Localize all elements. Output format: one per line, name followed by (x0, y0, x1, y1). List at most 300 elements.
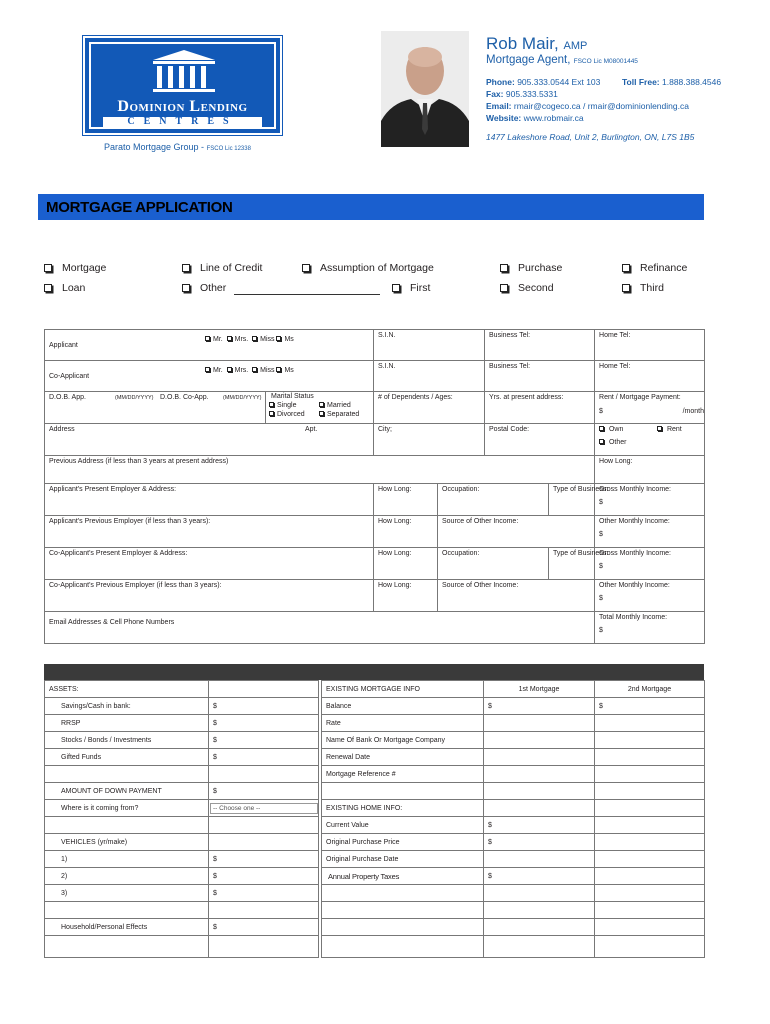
dependents-label: # of Dependents / Ages: (378, 394, 453, 401)
miss-label: Miss (260, 336, 275, 343)
dob-app-label: D.O.B. App. (49, 394, 86, 401)
dob-format-coapp: (MM/DD/YYYY) (223, 395, 262, 401)
empty-cell (484, 885, 595, 902)
agent-photo (381, 31, 469, 147)
fax-value: 905.333.5331 (505, 89, 558, 99)
empty-cell (484, 902, 595, 919)
yrs-address-label: Yrs. at present address: (489, 394, 564, 401)
page-title: MORTGAGE APPLICATION (46, 199, 233, 216)
orig-price-label-cell (322, 834, 484, 851)
single-label: Single (277, 402, 297, 409)
dollar-sign: $ (213, 787, 217, 795)
dollar-sign: $ (213, 889, 217, 897)
app-prev-employer-cell[interactable] (45, 516, 374, 548)
tollfree-label: Toll Free: (622, 77, 660, 87)
option-label: Second (518, 282, 554, 294)
agent-title (486, 54, 638, 66)
rrsp-row (45, 715, 705, 732)
balance-second-cell[interactable] (595, 698, 705, 715)
orig-price-cell[interactable] (484, 834, 595, 851)
dob-cell[interactable] (45, 392, 374, 424)
agent-credential: AMP (563, 40, 588, 52)
app-prev-employer-label: Applicant's Previous Employer (if less than 3 years): (49, 518, 211, 525)
coapplicant-label: Co-Applicant (49, 372, 90, 380)
existing-mortgage-label-cell (322, 681, 484, 698)
dollar-sign: $ (599, 408, 603, 415)
marital-status-label: Marital Status (271, 393, 314, 400)
empty-cell (595, 834, 705, 851)
current-value-label: Current Value (326, 821, 369, 829)
email-cell-row (45, 612, 705, 644)
taxes-label-cell (322, 868, 484, 885)
dollar-sign: $ (213, 855, 217, 863)
reference-label: Mortgage Reference # (326, 770, 396, 778)
orig-date-cell[interactable] (484, 851, 595, 868)
rate-label: Rate (326, 719, 341, 727)
co-business-type-cell[interactable] (549, 548, 609, 580)
agent-name (486, 34, 587, 54)
bank-name-label: Name Of Bank Or Mortgage Company (326, 736, 446, 744)
co-prev-employer-cell[interactable] (45, 580, 374, 612)
other-source-label: Source of Other Income: (442, 518, 519, 525)
co-gross-income-cell[interactable] (595, 548, 705, 580)
option-label: Loan (62, 282, 86, 294)
blank-row-3 (45, 936, 705, 958)
rrsp-value-cell[interactable] (209, 715, 319, 732)
vehicle-3-label: 3) (61, 889, 68, 897)
applicant-home-tel-cell[interactable] (595, 330, 705, 361)
rent-option[interactable] (657, 426, 682, 433)
option-label: Mortgage (62, 262, 107, 274)
agent-name-text: Rob Mair, (486, 34, 559, 53)
savings-value-cell[interactable] (209, 698, 319, 715)
vehicle-1-label: 1) (61, 855, 68, 863)
co-other-source-cell[interactable] (438, 580, 595, 612)
own-option[interactable] (599, 426, 623, 433)
business-tel-label: Business Tel: (489, 332, 531, 339)
rent-payment-label: Rent / Mortgage Payment: (599, 394, 681, 401)
how-long-label: How Long: (378, 582, 412, 589)
assets-value-cell[interactable] (209, 681, 319, 698)
fax-label: Fax: (486, 89, 504, 99)
rrsp-label-cell (45, 715, 209, 732)
option-label: Refinance (640, 262, 688, 274)
how-long-label: How Long: (378, 518, 412, 525)
down-payment-label-cell (45, 783, 209, 800)
vehicle-2-value-cell[interactable] (209, 868, 319, 885)
vehicle-1-row (45, 851, 705, 868)
empty-cell (484, 936, 595, 958)
stocks-value-cell[interactable] (209, 732, 319, 749)
checkbox[interactable] (392, 284, 400, 292)
where-from-label-cell (45, 800, 209, 817)
vehicle-3-row (45, 885, 705, 902)
vehicle-2-label-cell (45, 868, 209, 885)
co-employer-row (45, 548, 705, 580)
orig-price-label: Original Purchase Price (326, 838, 400, 846)
yrs-address-cell[interactable] (485, 392, 595, 424)
co-employer-label: Co-Applicant's Present Employer & Address: (49, 550, 188, 557)
dollar-sign: $ (488, 702, 492, 710)
marital-married[interactable] (319, 402, 351, 409)
dob-format: (MM/DD/YYYY) (115, 395, 154, 401)
coapplicant-business-tel-cell[interactable] (485, 361, 595, 392)
rrsp-label: RRSP (61, 719, 81, 727)
orig-date-label: Original Purchase Date (326, 855, 399, 863)
checkbox[interactable] (500, 264, 508, 272)
option-refinance[interactable] (622, 262, 687, 274)
stocks-row (45, 732, 705, 749)
gross-income-label: Gross Monthly Income: (599, 550, 671, 557)
stocks-label-cell (45, 732, 209, 749)
vehicles-row (45, 834, 705, 851)
rent-payment-cell[interactable] (595, 392, 705, 424)
married-label: Married (327, 402, 351, 409)
gifted-label-cell (45, 749, 209, 766)
dollar-sign: $ (213, 719, 217, 727)
renewal-second-cell[interactable] (595, 749, 705, 766)
empty-value-cell[interactable] (209, 817, 319, 834)
coapplicant-sin-cell[interactable] (374, 361, 485, 392)
option-assumption[interactable] (302, 262, 434, 274)
gifted-value-cell[interactable] (209, 749, 319, 766)
email-line (486, 101, 689, 111)
dollar-sign: $ (599, 499, 603, 506)
assets-label-cell (45, 681, 209, 698)
email-cell-label: Email Addresses & Cell Phone Numbers (49, 619, 175, 626)
business-tel-label: Business Tel: (489, 363, 531, 370)
other-text-line[interactable] (234, 294, 380, 295)
empty-cell (484, 783, 595, 800)
where-from-label: Where is it coming from? (61, 804, 139, 812)
ms-label: Ms (284, 336, 294, 343)
option-other[interactable] (182, 282, 226, 294)
applicant-cell[interactable] (45, 330, 374, 361)
blank-row (45, 766, 705, 783)
applicant-sin-cell[interactable] (374, 330, 485, 361)
building-icon (149, 48, 219, 94)
blank-cell (45, 766, 209, 783)
empty-value-cell[interactable] (209, 902, 319, 919)
empty-cell (322, 783, 484, 800)
business-type-label: Type of Business: (553, 486, 609, 493)
empty-cell (45, 817, 209, 834)
down-payment-label: AMOUNT OF DOWN PAYMENT (61, 787, 162, 795)
empty-cell (595, 783, 705, 800)
dollar-sign: $ (213, 872, 217, 880)
dollar-sign: $ (599, 531, 603, 538)
vehicle-2-row (45, 868, 705, 885)
website-line (486, 113, 584, 123)
prev-address-howlong-cell[interactable] (595, 456, 705, 484)
email-cell-cell[interactable] (45, 612, 595, 644)
app-employer-cell[interactable] (45, 484, 374, 516)
home-tel-label: Home Tel: (599, 332, 631, 339)
first-mortgage-cell (484, 681, 595, 698)
email-value[interactable]: rmair@cogeco.ca / rmair@dominionlending.ca (513, 101, 689, 111)
empty-cell (484, 800, 595, 817)
app-occupation-cell[interactable] (438, 484, 549, 516)
prev-address-label: Previous Address (if less than 3 years at present address) (49, 458, 229, 465)
empty-cell (595, 868, 705, 885)
reference-first-cell[interactable] (484, 766, 595, 783)
orig-date-label-cell (322, 851, 484, 868)
other-label: Other (608, 439, 627, 446)
logo-centres: CENTRES (127, 116, 238, 127)
email-label: Email: (486, 101, 512, 111)
co-occupation-cell[interactable] (438, 548, 549, 580)
mrs-label: Mrs. (234, 336, 249, 343)
bank-name-first-cell[interactable] (484, 732, 595, 749)
assets-label: ASSETS: (49, 685, 79, 693)
coapplicant-home-tel-cell[interactable] (595, 361, 705, 392)
month-label: /month (682, 408, 705, 415)
option-line-of-credit[interactable] (182, 262, 262, 274)
empty-cell (595, 919, 705, 936)
empty-cell (45, 936, 209, 958)
empty-cell (322, 936, 484, 958)
marital-single[interactable] (269, 402, 296, 409)
applicant-title-options[interactable] (205, 336, 294, 343)
address-row (45, 424, 705, 456)
co-prev-howlong-cell[interactable] (374, 580, 438, 612)
where-from-select-cell[interactable] (209, 800, 319, 817)
dob-coapp-label: D.O.B. Co-App. (160, 394, 209, 401)
occupation-label: Occupation: (442, 550, 480, 557)
current-value-row (45, 817, 705, 834)
empty-cell (45, 902, 209, 919)
coapplicant-cell[interactable] (45, 361, 374, 392)
rate-first-cell[interactable] (484, 715, 595, 732)
other-income-label: Other Monthly Income: (599, 582, 670, 589)
rate-label-cell (322, 715, 484, 732)
household-label: Household/Personal Effects (61, 923, 148, 931)
dependents-cell[interactable] (374, 392, 485, 424)
empty-cell (595, 851, 705, 868)
balance-label: Balance (326, 702, 352, 710)
current-value-label-cell (322, 817, 484, 834)
checkbox[interactable] (182, 284, 190, 292)
other-source-label: Source of Other Income: (442, 582, 519, 589)
blank-row-2 (45, 902, 705, 919)
app-other-income-cell[interactable] (595, 516, 705, 548)
app-employer-row (45, 484, 705, 516)
option-label: Assumption of Mortgage (320, 262, 434, 274)
taxes-cell[interactable] (484, 868, 595, 885)
prev-address-row (45, 456, 705, 484)
second-mortgage-cell (595, 681, 705, 698)
applicant-label: Applicant (49, 341, 78, 349)
blank-value-cell[interactable] (209, 766, 319, 783)
applicant-row (45, 330, 705, 361)
how-long-label: How Long: (599, 458, 633, 465)
gross-income-label: Gross Monthly Income: (599, 486, 671, 493)
checkbox[interactable] (622, 284, 630, 292)
checkbox[interactable] (622, 264, 630, 272)
sin-label: S.I.N. (378, 332, 396, 339)
separated-label: Separated (327, 411, 360, 418)
phone-label: Phone: (486, 77, 515, 87)
home-tel-label: Home Tel: (599, 363, 631, 370)
empty-cell (322, 902, 484, 919)
current-value-cell[interactable] (484, 817, 595, 834)
checkbox[interactable] (500, 284, 508, 292)
dollar-sign: $ (213, 753, 217, 761)
dominion-lending-logo (85, 38, 280, 133)
prev-address-cell[interactable] (45, 456, 595, 484)
savings-label-cell (45, 698, 209, 715)
divorced-label: Divorced (277, 411, 305, 418)
group-license: FSCO Lic 12338 (206, 146, 251, 152)
reference-label-cell (322, 766, 484, 783)
bank-name-second-cell[interactable] (595, 732, 705, 749)
co-prev-employer-label: Co-Applicant's Previous Employer (if less than 3 years): (49, 582, 222, 589)
own-label: Own (608, 426, 624, 433)
how-long-label: How Long: (378, 486, 412, 493)
empty-cell (595, 800, 705, 817)
household-row (45, 919, 705, 936)
vehicle-1-label-cell (45, 851, 209, 868)
option-label: Line of Credit (200, 262, 263, 274)
option-loan[interactable] (44, 282, 85, 294)
balance-label-cell (322, 698, 484, 715)
address-label: Address (49, 426, 75, 433)
empty-cell (595, 936, 705, 958)
marital-separated[interactable] (319, 411, 359, 418)
group-line (104, 142, 251, 152)
mrs-label: Mrs. (234, 367, 249, 374)
applicant-business-tel-cell[interactable] (485, 330, 595, 361)
bank-name-label-cell (322, 732, 484, 749)
empty-cell (595, 885, 705, 902)
postal-cell[interactable] (485, 424, 595, 456)
reference-second-cell[interactable] (595, 766, 705, 783)
option-first[interactable] (392, 282, 430, 294)
city-cell[interactable] (374, 424, 485, 456)
vehicle-2-label: 2) (61, 872, 68, 880)
mr-label: Mr. (213, 367, 223, 374)
assets-table (44, 680, 705, 958)
address-cell[interactable] (45, 424, 374, 456)
first-mortgage-label: 1st Mortgage (518, 685, 560, 693)
app-gross-income-cell[interactable] (595, 484, 705, 516)
empty-cell (322, 919, 484, 936)
dollar-sign: $ (488, 838, 492, 846)
coapplicant-row (45, 361, 705, 392)
option-purchase[interactable] (500, 262, 562, 274)
app-other-source-cell[interactable] (438, 516, 595, 548)
household-value-cell[interactable] (209, 919, 319, 936)
marital-divorced[interactable] (269, 411, 305, 418)
other-income-label: Other Monthly Income: (599, 518, 670, 525)
vehicles-label: VEHICLES (yr/make) (61, 838, 128, 846)
vehicle-1-value-cell[interactable] (209, 851, 319, 868)
second-mortgage-label: 2nd Mortgage (627, 685, 672, 693)
renewal-label: Renewal Date (326, 753, 370, 761)
empty-cell (595, 902, 705, 919)
city-label: City; (378, 426, 392, 433)
dollar-sign: $ (599, 627, 603, 634)
where-from-row (45, 800, 705, 817)
balance-first-cell[interactable] (484, 698, 595, 715)
vehicle-3-label-cell (45, 885, 209, 902)
rate-second-cell[interactable] (595, 715, 705, 732)
empty-cell (322, 885, 484, 902)
dollar-sign: $ (488, 872, 492, 880)
vehicles-label-cell (45, 834, 209, 851)
total-income-cell[interactable] (595, 612, 705, 644)
checkbox[interactable] (44, 264, 52, 272)
vehicles-value-cell[interactable] (209, 834, 319, 851)
taxes-label: Annual Property Taxes (328, 871, 400, 881)
applicant-table (44, 329, 705, 644)
office-address: 1477 Lakeshore Road, Unit 2, Burlington, ON, L7S 1B5 (486, 132, 695, 142)
where-from-select[interactable]: -- Choose one -- (210, 803, 318, 814)
savings-label: Savings/Cash in bank: (61, 702, 131, 710)
option-label: Purchase (518, 262, 563, 274)
existing-mortgage-label: EXISTING MORTGAGE INFO (326, 685, 420, 693)
app-prev-howlong-cell[interactable] (374, 516, 438, 548)
app-employer-howlong-cell[interactable] (374, 484, 438, 516)
dollar-sign: $ (599, 563, 603, 570)
empty-value-cell[interactable] (209, 936, 319, 958)
vehicle-3-value-cell[interactable] (209, 885, 319, 902)
postal-label: Postal Code: (489, 426, 530, 433)
option-third[interactable] (622, 282, 664, 294)
renewal-label-cell (322, 749, 484, 766)
total-income-label: Total Monthly Income: (599, 614, 668, 621)
own-rent-cell[interactable] (595, 424, 705, 456)
household-label-cell (45, 919, 209, 936)
tollfree-line (622, 77, 721, 87)
apt-label: Apt. (305, 426, 318, 433)
down-payment-value-cell[interactable] (209, 783, 319, 800)
down-payment-row (45, 783, 705, 800)
ms-label: Ms (284, 367, 294, 374)
co-employer-cell[interactable] (45, 548, 374, 580)
savings-row (45, 698, 705, 715)
dollar-sign: $ (599, 702, 603, 710)
tollfree-value: 1.888.388.4546 (662, 77, 722, 87)
stocks-label: Stocks / Bonds / Investments (61, 736, 152, 744)
renewal-first-cell[interactable] (484, 749, 595, 766)
option-label: Third (640, 282, 664, 294)
option-mortgage[interactable] (44, 262, 106, 274)
mr-label: Mr. (213, 336, 223, 343)
coapplicant-title-options[interactable] (205, 367, 294, 374)
empty-cell (484, 919, 595, 936)
app-prev-employer-row (45, 516, 705, 548)
existing-home-label-cell (322, 800, 484, 817)
app-employer-label: Applicant's Present Employer & Address: (49, 486, 177, 493)
app-business-type-cell[interactable] (549, 484, 609, 516)
checkbox[interactable] (302, 264, 310, 272)
empty-cell (595, 817, 705, 834)
website-label: Website: (486, 113, 522, 123)
dollar-sign: $ (213, 736, 217, 744)
miss-label: Miss (260, 367, 275, 374)
option-second[interactable] (500, 282, 554, 294)
checkbox[interactable] (44, 284, 52, 292)
co-employer-howlong-cell[interactable] (374, 548, 438, 580)
website-value[interactable]: www.robmair.ca (523, 113, 584, 123)
dob-row (45, 392, 705, 424)
assets-header-bar (44, 664, 704, 680)
other-option[interactable] (599, 439, 626, 446)
dollar-sign: $ (488, 821, 492, 829)
checkbox[interactable] (182, 264, 190, 272)
co-other-income-cell[interactable] (595, 580, 705, 612)
